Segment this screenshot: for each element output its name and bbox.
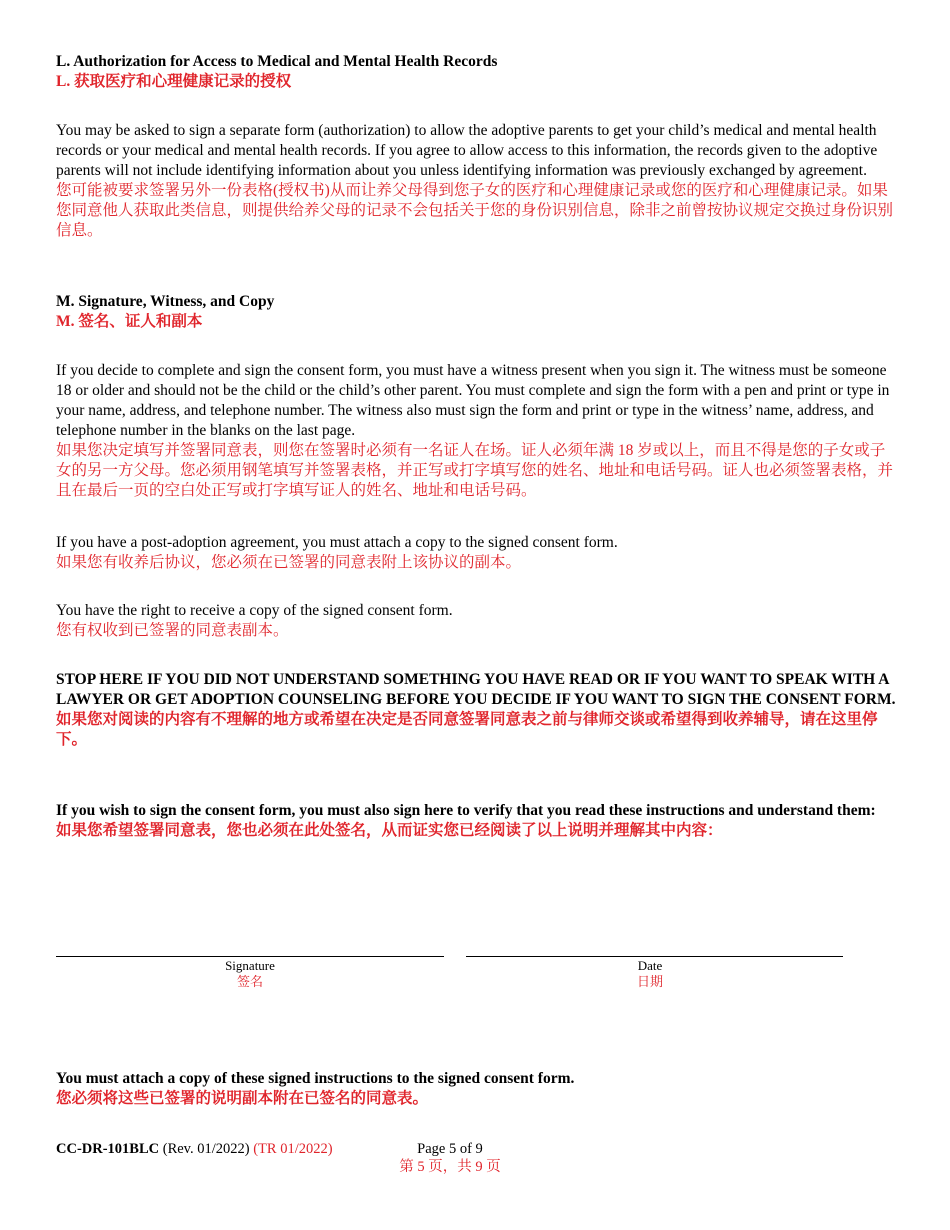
section-l-body-zh: 您可能被要求签署另外一份表格(授权书)从而让养父母得到您子女的医疗和心理健康记录或您的医疗和心理健康记录。如果您同意他人获取此类信息，则提供给养父母的记录不会包括关于您的身份识别信息，除非之前曾按协议规定交换过身份识别信息。 bbox=[56, 182, 894, 239]
section-m-p2-en: If you have a post-adoption agreement, you must attach a copy to the signed consent form. bbox=[56, 534, 618, 551]
form-revision: (Rev. 01/2022) bbox=[162, 1141, 250, 1157]
footer-page-number bbox=[390, 1140, 510, 1176]
signature-line[interactable] bbox=[56, 956, 444, 957]
footer-form-id bbox=[56, 1140, 333, 1158]
section-l-heading: L. Authorization for Access to Medical and Mental Health Records bbox=[56, 53, 498, 70]
section-l-heading-zh: L. 获取医疗和心理健康记录的授权 bbox=[56, 73, 292, 90]
date-label-en: Date bbox=[637, 958, 663, 973]
date-line[interactable] bbox=[466, 956, 843, 957]
page-number-zh: 第 5 页，共 9 页 bbox=[399, 1159, 501, 1175]
section-l-body-en: You may be asked to sign a separate form (authorization) to allow the adoptive parents to get your child’s medical and mental health records or your medical and mental health records. If you agree to allow access to this information, the records given to the adoptive parents will not include identifying information about you unless identifying information was previously exchanged by agreement. bbox=[56, 122, 878, 179]
section-m-p3-en: You have the right to receive a copy of the signed consent form. bbox=[56, 602, 453, 619]
signature-label-zh: 签名 bbox=[236, 974, 263, 989]
stop-notice-en: STOP HERE IF YOU DID NOT UNDERSTAND SOMETHING YOU HAVE READ OR IF YOU WANT TO SPEAK WITH A LAWYER OR GET ADOPTION COUNSELING BEFORE YOU DECIDE IF YOU WANT TO SIGN THE CONSENT FORM. bbox=[56, 671, 896, 708]
verify-en: If you wish to sign the consent form, you must also sign here to verify that you read these instructions and understand them: bbox=[56, 802, 876, 819]
attach-notice bbox=[56, 1069, 896, 1109]
section-m-heading: M. Signature, Witness, and Copy bbox=[56, 293, 275, 310]
verify-instructions bbox=[56, 801, 896, 841]
page-number-en: Page 5 of 9 bbox=[417, 1141, 483, 1157]
translation-revision: (TR 01/2022) bbox=[253, 1141, 333, 1157]
signature-label bbox=[56, 958, 444, 990]
section-m-p3-zh: 您有权收到已签署的同意表副本。 bbox=[56, 622, 289, 639]
stop-notice-zh: 如果您对阅读的内容有不理解的地方或希望在决定是否同意签署同意表之前与律师交谈或希望得到收养辅导，请在这里停下。 bbox=[56, 711, 878, 748]
section-m-p1-en: If you decide to complete and sign the consent form, you must have a witness present when you sign it. The witness must be someone 18 or older and should not be the child or the child’s other parent. You must complete and sign the form with a pen and print or type in your name, address, and telephone number. The witness also must sign the form and print or type in the witness’ name, address, and telephone number in the blanks on the last page. bbox=[56, 362, 890, 439]
signature-label-en: Signature bbox=[225, 958, 275, 973]
section-l-body bbox=[56, 121, 896, 241]
date-label bbox=[466, 958, 834, 990]
section-m-paragraph-3 bbox=[56, 601, 896, 641]
form-id: CC-DR-101BLC bbox=[56, 1141, 160, 1157]
stop-notice bbox=[56, 670, 896, 750]
attach-en: You must attach a copy of these signed instructions to the signed consent form. bbox=[56, 1070, 575, 1087]
section-m-p1-zh: 如果您决定填写并签署同意表，则您在签署时必须有一名证人在场。证人必须年满 18 岁或以上，而且不得是您的子女或子女的另一方父母。您必须用钢笔填写并签署表格，并正写或打字填写您的姓名、地址和电话号码。证人也必须签署表格，并且在最后一页的空白处正写或打字填写证人的姓名、地址和电话号码。 bbox=[56, 442, 894, 499]
section-m-heading-zh: M. 签名、证人和副本 bbox=[56, 313, 203, 330]
verify-zh: 如果您希望签署同意表，您也必须在此处签名，从而证实您已经阅读了以上说明并理解其中内容： bbox=[56, 822, 723, 839]
attach-zh: 您必须将这些已签署的说明副本附在已签名的同意表。 bbox=[56, 1090, 429, 1107]
section-m-paragraph-1 bbox=[56, 361, 896, 501]
date-label-zh: 日期 bbox=[636, 974, 663, 989]
section-m-paragraph-2 bbox=[56, 533, 896, 573]
section-l bbox=[56, 52, 896, 92]
section-m bbox=[56, 292, 896, 332]
section-m-p2-zh: 如果您有收养后协议，您必须在已签署的同意表附上该协议的副本。 bbox=[56, 554, 522, 571]
